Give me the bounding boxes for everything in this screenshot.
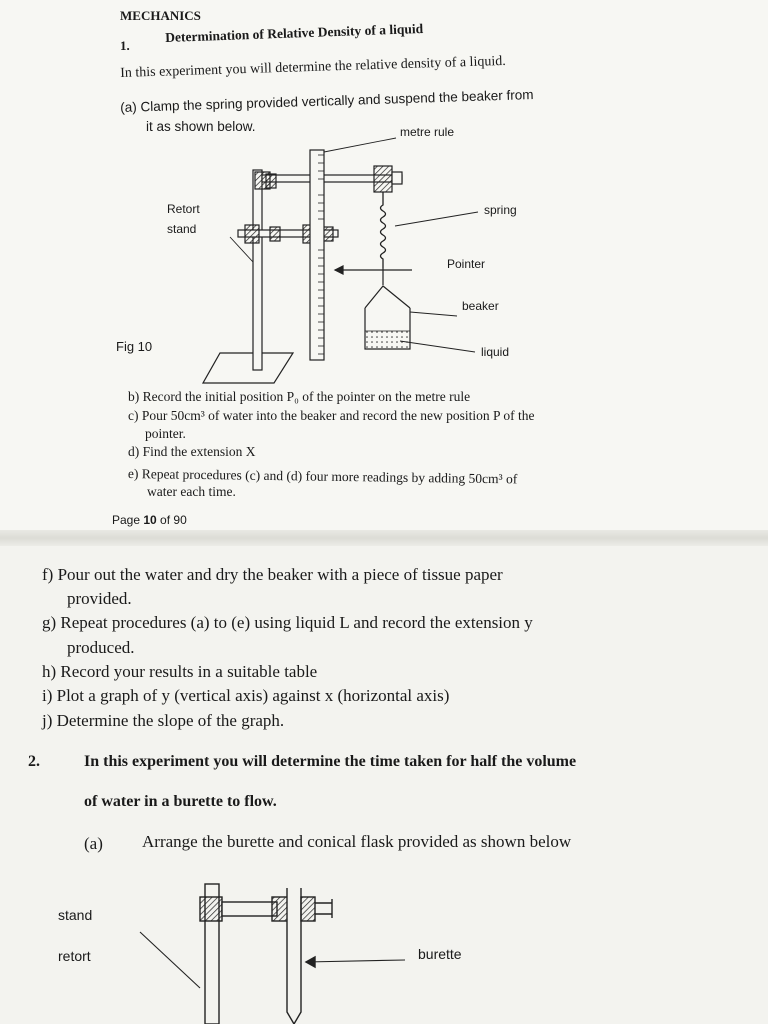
label-stand: stand (167, 222, 197, 236)
question-1-title: Determination of Relative Density of a liquid (165, 20, 424, 45)
question-2-line1: In this experiment you will determine the time taken for half the volume (84, 753, 577, 770)
fig2-apparatus (140, 884, 405, 1024)
figure-label: Fig 10 (116, 339, 153, 354)
step-i: i) Plot a graph of y (vertical axis) against x (horizontal axis) (42, 686, 450, 705)
leader-metre-rule (324, 138, 396, 152)
fig10-apparatus (203, 138, 478, 383)
clamp-arm-2 (222, 902, 277, 916)
leader-retort-2 (140, 932, 200, 988)
intro-text: In this experiment you will determine the relative density of a liquid. (120, 53, 506, 81)
step-a-line2: it as shown below. (146, 119, 256, 134)
beaker-liquid (366, 331, 409, 348)
leader-burette (306, 960, 405, 962)
step-b: b) Record the initial position P₀ of the pointer on the metre rule (128, 389, 471, 404)
stand-rod (253, 170, 262, 370)
step-a-line1: (a) Clamp the spring provided vertically and suspend the beaker from (120, 87, 534, 115)
question-2-a-label: (a) (84, 834, 103, 853)
question-2-line2: of water in a burette to flow. (84, 793, 277, 810)
question-1-number: 1. (120, 38, 130, 53)
question-2-number: 2. (28, 753, 40, 770)
burette-tube (287, 888, 301, 1024)
label-retort: Retort (167, 202, 200, 216)
step-f-line2: provided. (67, 589, 132, 608)
step-c-line2: pointer. (145, 426, 186, 441)
leader-liquid (400, 341, 475, 352)
leader-beaker (410, 312, 457, 316)
spring-holder (374, 166, 392, 192)
clamp-boss-2a (200, 897, 222, 921)
step-g-line1: g) Repeat procedures (a) to (e) using liquid L and record the extension y (42, 613, 533, 632)
step-f-line1: f) Pour out the water and dry the beaker with a piece of tissue paper (42, 565, 503, 584)
label-spring: spring (484, 203, 517, 217)
step-d: d) Find the extension X (128, 444, 256, 459)
step-j: j) Determine the slope of the graph. (42, 711, 285, 730)
section-heading: MECHANICS (120, 8, 201, 23)
label-beaker: beaker (462, 299, 499, 313)
label-retort-2: retort (58, 948, 91, 964)
metre-rule (310, 150, 324, 360)
leader-spring (395, 212, 478, 226)
burette-arrow (306, 957, 315, 967)
page-number: 10 (143, 513, 157, 527)
stand-base (203, 353, 293, 383)
question-2-a-text: Arrange the burette and conical flask provided as shown below (142, 832, 572, 851)
spring-coil (381, 192, 386, 268)
label-liquid: liquid (481, 345, 510, 359)
label-metre-rule: metre rule (400, 125, 455, 139)
step-h: h) Record your results in a suitable table (42, 662, 318, 681)
step-e-line2: water each time. (147, 484, 236, 499)
top-clamp-boss-2 (266, 174, 276, 188)
step-c-line1: c) Pour 50cm³ of water into the beaker and record the new position P of the (128, 408, 535, 423)
page-suffix: of 90 (156, 513, 187, 527)
step-e-line1: e) Repeat procedures (c) and (d) four more readings by adding 50cm³ of (127, 466, 518, 487)
hanger-wires (365, 286, 410, 308)
burette-clamp (301, 897, 315, 921)
label-stand-2: stand (58, 907, 93, 923)
pointer-arrow (335, 266, 343, 274)
step-g-line2: produced. (67, 638, 135, 657)
label-pointer: Pointer (447, 257, 486, 271)
mid-clamp-boss (245, 225, 259, 243)
page-prefix: Page (112, 513, 144, 527)
label-burette: burette (418, 946, 462, 962)
mid-clamp-boss-2 (270, 227, 280, 241)
spring-holder-screw (392, 172, 402, 184)
